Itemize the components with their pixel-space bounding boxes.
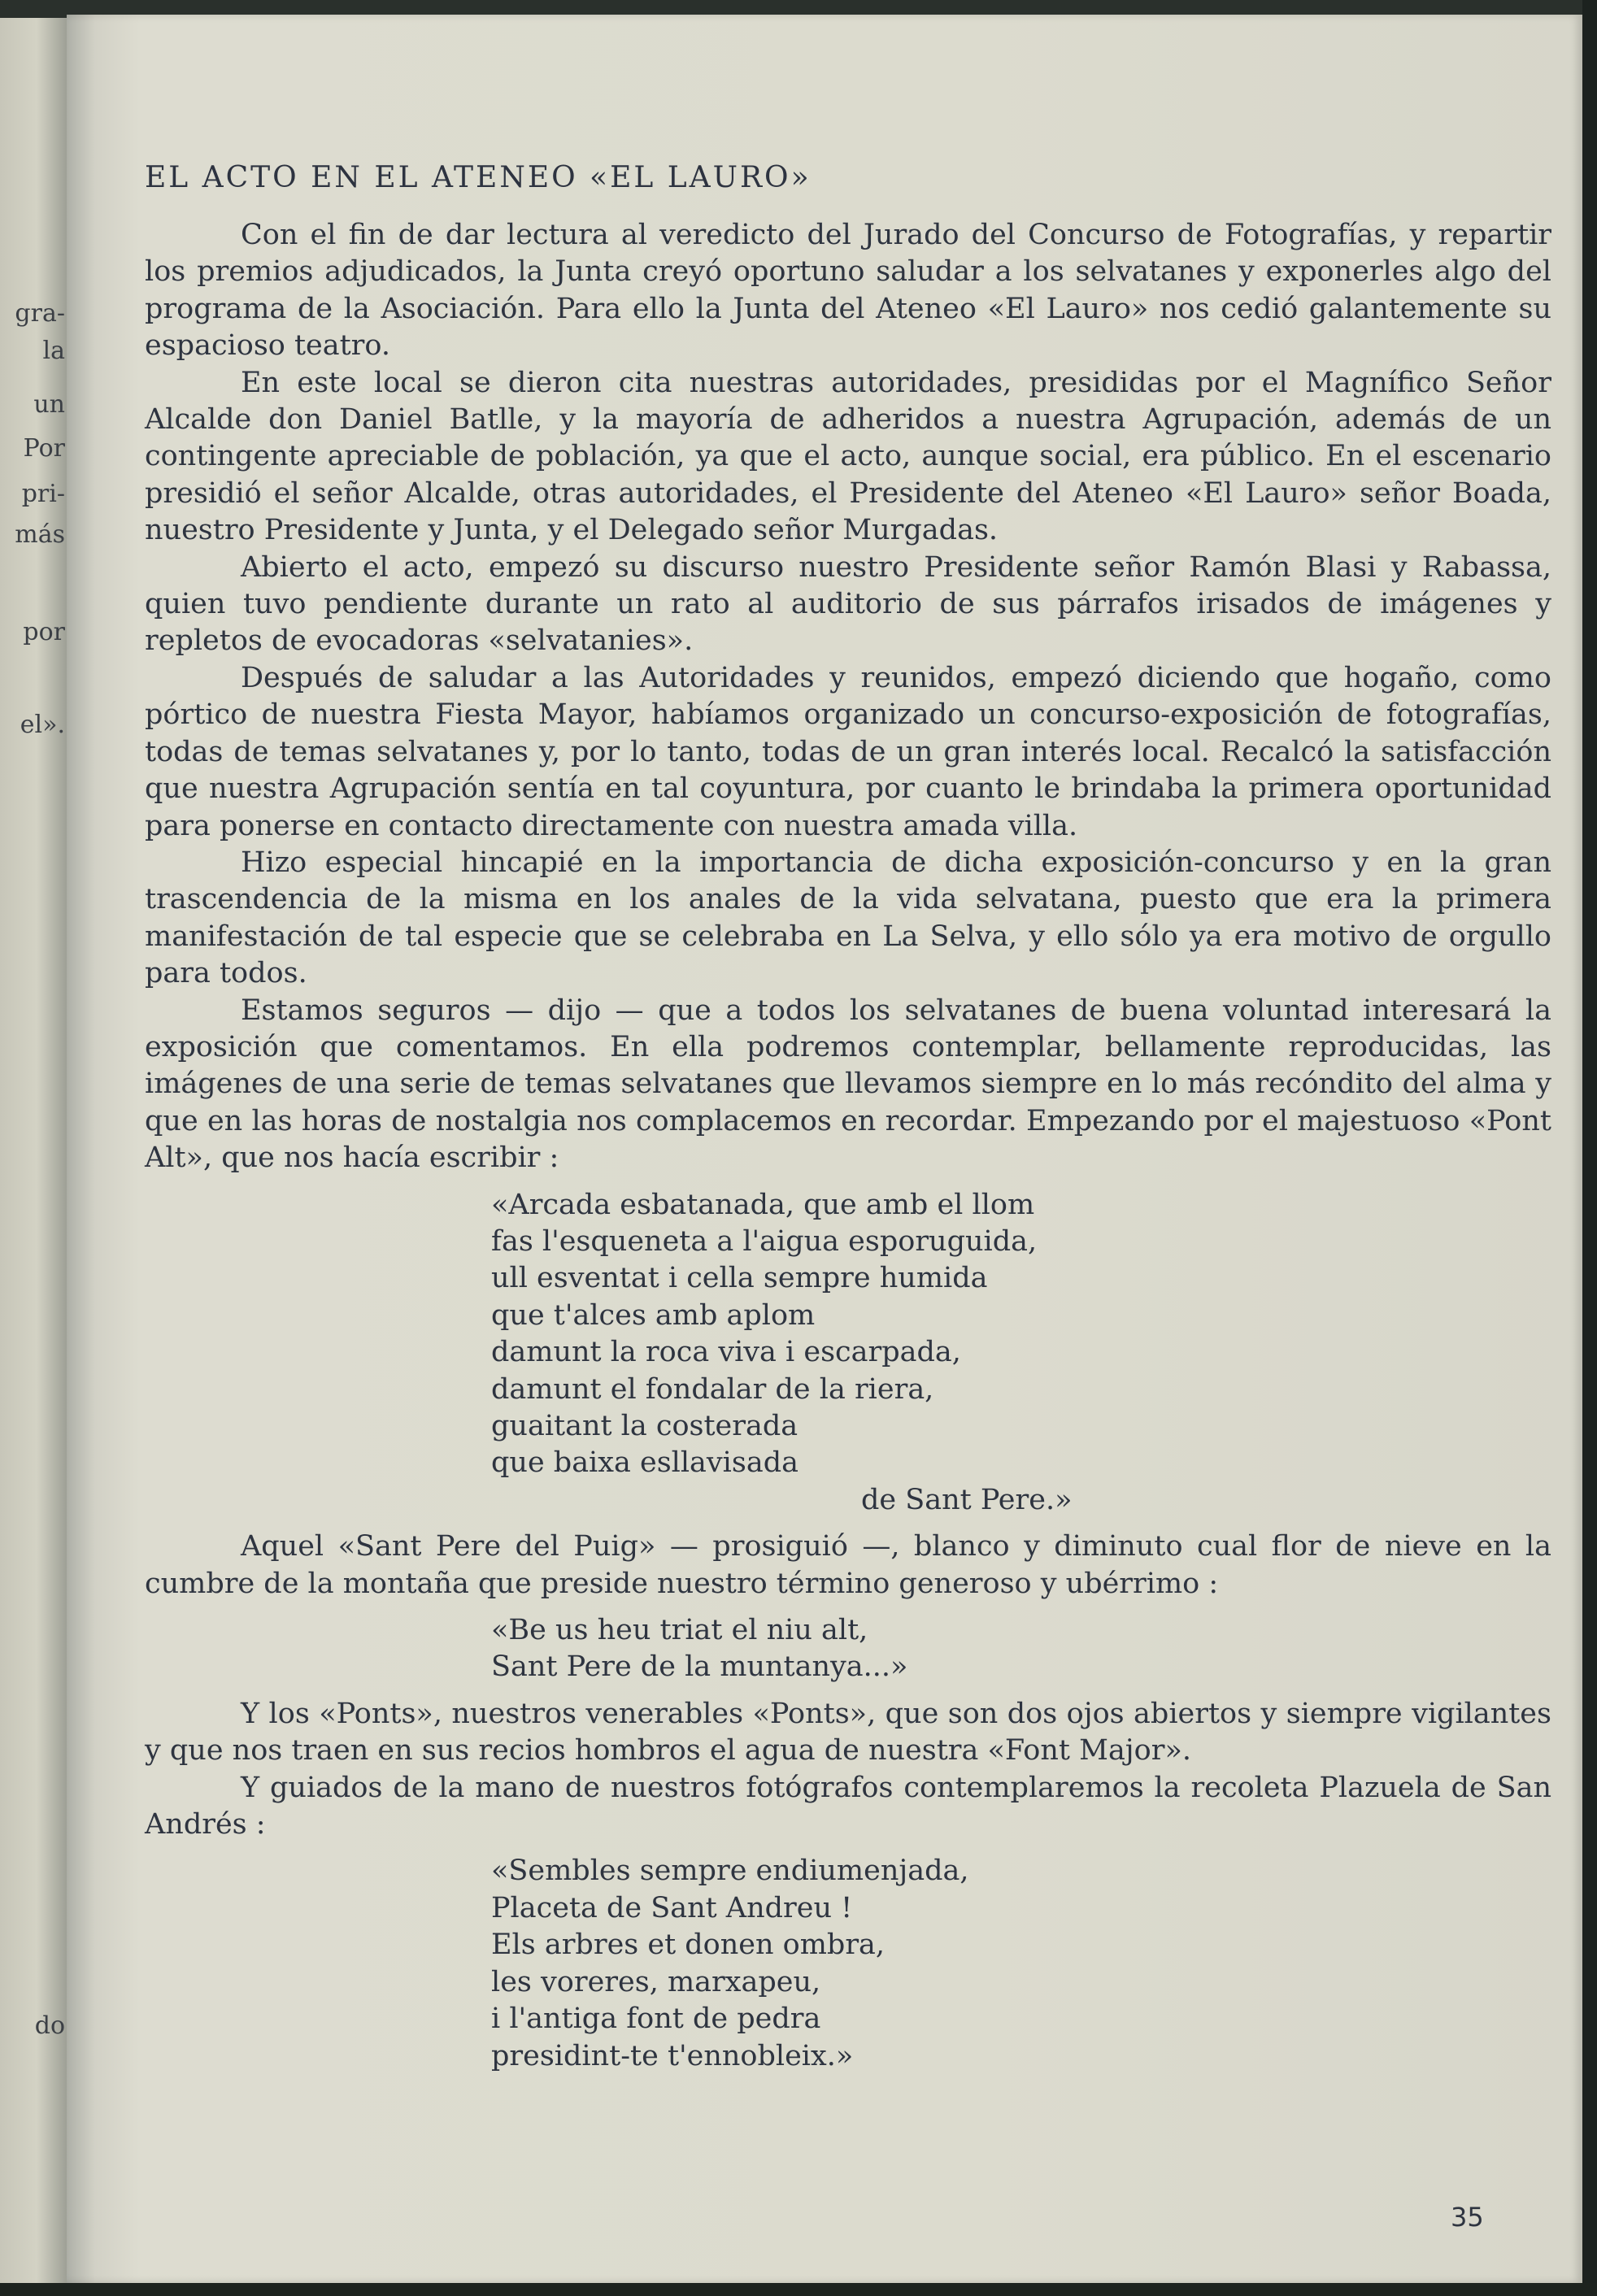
verse-line: ull esventat i cella sempre humida [491,1262,988,1295]
verse-line: presidint-te t'ennobleix.» [491,2039,854,2072]
margin-fragment: Por [23,434,65,463]
paragraph: Aquel «Sant Pere del Puig» — prosiguió —, blanco y diminuto cual flor de nieve en la cumbre de la montaña que preside nuestro término generoso y ubérrimo : [145,1530,1551,1600]
verse-line: damunt el fondalar de la riera, [491,1372,934,1406]
verse-line: Placeta de Sant Andreu ! [491,1891,853,1924]
margin-fragment: gra- [15,299,65,328]
verse-line: Els arbres et donen ombra, [491,1929,886,1962]
paragraph: Y los «Ponts», nuestros venerables «Ponts», que son dos ojos abiertos y siempre vigilantes y que nos traen en sus recios hombros el agua de nuestra «Font Major». [145,1697,1551,1768]
article-heading: EL ACTO EN EL ATENEO «EL LAURO» [145,161,812,194]
verse-line: damunt la roca viva i escarpada, [491,1336,961,1369]
paragraph: Y guiados de la mano de nuestros fotógrafos contemplaremos la recoleta Plazuela de San Andrés : [145,1771,1551,1842]
margin-fragment: la [42,337,65,365]
scan-right-border [1582,0,1597,2296]
margin-fragment: por [23,618,65,646]
verse-line: «Arcada esbatanada, que amb el llom [491,1188,1035,1221]
verse-line: Sant Pere de la muntanya...» [491,1650,908,1684]
previous-page-edge [0,18,67,2283]
paragraph: En este local se dieron cita nuestras autoridades, presididas por el Magnífico Señor Alcalde don Daniel Batlle, y la mayoría de adheridos a nuestra Agrupación, además de un contingente apreciable de población, ya que el acto, aunque social, era público. En el escenario presidió el señor Alcalde, otras autoridades, el Presidente del Ateneo «El Lauro» señor Boada, nuestro Presidente y Junta, y el Delegado señor Murgadas. [145,366,1551,547]
margin-fragment: más [15,520,65,549]
paragraph: Estamos seguros — dijo — que a todos los selvatanes de buena voluntad interesará la exposición que comentamos. En ella podremos contemplar, bellamente reproducidas, las imágenes de una serie de temas selvatanes que llevamos siempre en lo más recóndito del alma y que en las horas de nostalgia nos complacemos en recordar. Empezando por el majestuoso «Pont Alt», que nos hacía escribir : [145,994,1551,1175]
poem-placeta-sant-andreu [491,1853,1551,2074]
scan-bottom-border [0,2283,1597,2296]
margin-fragment: pri- [21,480,65,508]
verse-line: i l'antiga font de pedra [491,2002,821,2036]
poem-pont-alt [491,1187,1551,1520]
paragraph: Con el fin de dar lectura al veredicto del Jurado del Concurso de Fotografías, y repartir los premios adjudicados, la Junta creyó oportuno saludar a los selvatanes y exponerles algo del programa de la Asociación. Para ello la Junta del Ateneo «El Lauro» nos cedió galantemente su espacioso teatro. [145,219,1551,363]
page-number: 35 [1451,2202,1484,2233]
verse-line: de Sant Pere.» [861,1483,1073,1516]
verse-line: que baixa esllavisada [491,1446,798,1480]
verse-line: les voreres, marxapeu, [491,1965,821,1998]
verse-line: guaitant la costerada [491,1410,798,1442]
poem-sant-pere [491,1612,1551,1686]
paragraph: Después de saludar a las Autoridades y reunidos, empezó diciendo que hogaño, como pórtico de nuestra Fiesta Mayor, habíamos organizado un concurso-exposición de fotografías, todas de temas selvatanes y, por lo tanto, todas de un gran interés local. Recalcó la satisfacción que nuestra Agrupación sentía en tal coyuntura, por cuanto le brindaba la primera oportunidad para ponerse en contacto directamente con nuestra amada villa. [145,661,1551,842]
article-body [145,161,1551,2085]
verse-line: «Be us heu triat el niu alt, [491,1614,868,1647]
verse-line: que t'alces amb aplom [491,1298,816,1332]
margin-fragment: do [34,2011,65,2040]
paragraph: Hizo especial hincapié en la importancia de dicha exposición-concurso y en la gran trascendencia de la misma en los anales de la vida selvatana, puesto que era la primera manifestación de tal especie que se celebraba en La Selva, y ello sólo ya era motivo de orgullo para todos. [145,846,1551,990]
margin-fragment: un [33,390,65,419]
document-page [67,15,1582,2283]
paragraph: Abierto el acto, empezó su discurso nuestro Presidente señor Ramón Blasi y Rabassa, quien tuvo pendiente durante un rato al auditorio de sus párrafos irisados de imágenes y repletos de evocadoras «selvatanies». [145,550,1551,658]
verse-line: «Sembles sempre endiumenjada, [491,1855,969,1888]
margin-fragment: el». [20,711,65,739]
verse-line: fas l'esqueneta a l'aigua esporuguida, [491,1224,1038,1258]
